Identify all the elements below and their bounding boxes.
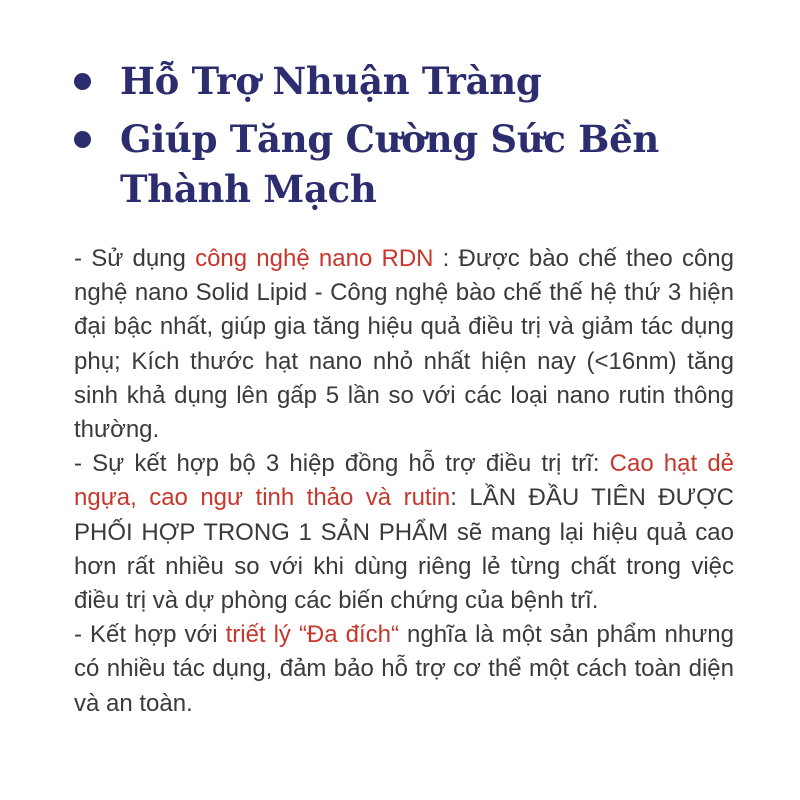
- bullet-dot-icon: [74, 73, 91, 90]
- highlight-text: Cao hạt dẻ ngựa, cao ngư tinh thảo và rutin: [74, 450, 735, 512]
- description-paragraph: [74, 447, 734, 618]
- benefit-text: Giúp Tăng Cường Sức Bền Thành Mạch: [120, 117, 659, 211]
- highlight-text: triết lý “Đa đích“: [225, 621, 399, 649]
- description-paragraph: [74, 242, 734, 447]
- paragraph-text: nghĩa là một sản phẩm nhưng có nhiều tác dụng, đảm bảo hỗ trợ cơ thể một cách toàn diện và an toàn.: [74, 621, 734, 717]
- benefit-item: [72, 114, 752, 214]
- description-paragraph: [74, 618, 734, 721]
- benefit-list: [72, 56, 752, 222]
- benefit-item: [72, 56, 752, 106]
- benefit-text: Hỗ Trợ Nhuận Tràng: [120, 59, 542, 103]
- paragraph-text: - Kết hợp với: [74, 621, 226, 649]
- description-body: [74, 242, 734, 721]
- paragraph-text: : LẦN ĐẦU TIÊN ĐƯỢC PHỐI HỢP TRONG 1 SẢN PHẨM sẽ mang lại hiệu quả cao hơn rất nhiều so với khi dùng riêng lẻ từng chất trong việc điều trị và dự phòng các biến chứng của bệnh trĩ.: [74, 484, 735, 615]
- highlight-text: công nghệ nano RDN: [195, 245, 434, 272]
- paragraph-text: : Được bào chế theo công nghệ nano Solid Lipid - Công nghệ bào chế thế hệ thứ 3 hiện đại bậc nhất, giúp gia tăng hiệu quả điều trị và giảm tác dụng phụ; Kích thước hạt nano nhỏ nhất hiện nay (<16nm) tăng sinh khả dụng lên gấp 5 lần so với các loại nano rutin thông thường.: [74, 245, 734, 444]
- bullet-dot-icon: [74, 131, 91, 148]
- paragraph-text: - Sự kết hợp bộ 3 hiệp đồng hỗ trợ điều trị trĩ:: [74, 450, 610, 478]
- paragraph-text: - Sử dụng: [74, 245, 196, 272]
